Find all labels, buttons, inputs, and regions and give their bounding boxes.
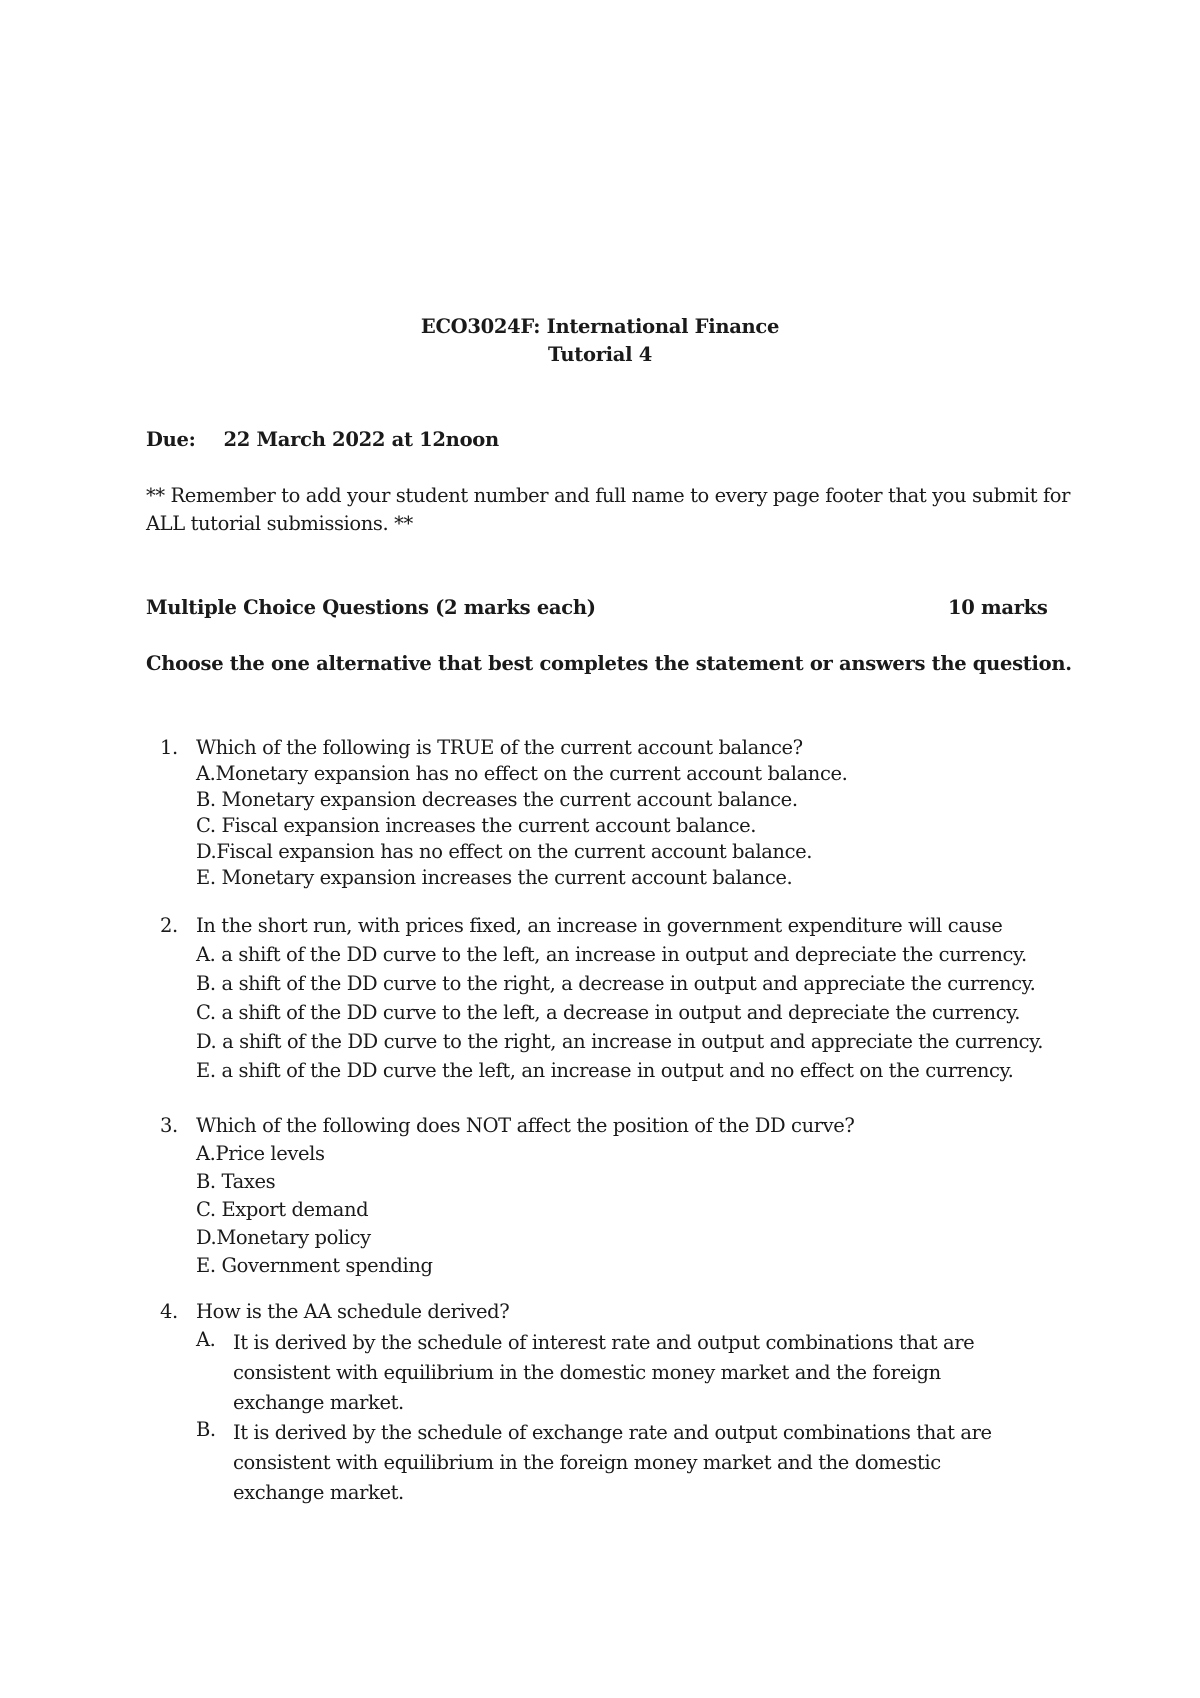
option-text: Government spending — [221, 1254, 433, 1277]
question-text: In the short run, with prices fixed, an increase in government expenditure will cause — [196, 914, 1003, 937]
due-date: 22 March 2022 at 12noon — [223, 428, 499, 451]
due-line — [146, 428, 499, 451]
option-letter: A. — [196, 943, 216, 966]
option-text: Monetary policy — [216, 1226, 371, 1249]
option-letter: D. — [196, 1226, 217, 1249]
option-d — [196, 1030, 1043, 1053]
option-c — [196, 1001, 1020, 1024]
option-letter: B. — [196, 1418, 216, 1441]
option-letter: A. — [196, 1142, 216, 1165]
option-letter: D. — [196, 840, 217, 863]
option-text: Fiscal expansion has no effect on the current account balance. — [216, 840, 813, 863]
question-text: Which of the following does NOT affect the position of the DD curve? — [196, 1114, 855, 1137]
option-letter: B. — [196, 1170, 216, 1193]
option-text: Price levels — [215, 1142, 325, 1165]
option-text: Export demand — [221, 1198, 369, 1221]
option-c — [196, 1198, 368, 1221]
option-text: Monetary expansion increases the current account balance. — [221, 866, 793, 889]
option-letter: C. — [196, 814, 216, 837]
option-a — [196, 943, 1027, 966]
option-letter: B. — [196, 788, 216, 811]
question-text: Which of the following is TRUE of the current account balance? — [196, 736, 803, 759]
option-d — [196, 1226, 371, 1249]
section-marks: 10 marks — [948, 596, 1048, 619]
option-text: a shift of the DD curve to the right, an increase in output and appreciate the currency. — [222, 1030, 1044, 1053]
due-label: Due: — [146, 428, 196, 451]
option-text: a shift of the DD curve to the left, an increase in output and depreciate the currency. — [221, 943, 1027, 966]
question-number: 1. — [160, 736, 178, 759]
question-text: How is the AA schedule derived? — [196, 1300, 510, 1323]
option-text: a shift of the DD curve to the right, a decrease in output and appreciate the currency. — [221, 972, 1036, 995]
option-e — [196, 866, 792, 889]
option-letter: A. — [196, 762, 216, 785]
option-b — [196, 972, 1035, 995]
document-title: ECO3024F: International Finance — [420, 315, 780, 338]
option-text: a shift of the DD curve the left, an increase in output and no effect on the currency. — [221, 1059, 1014, 1082]
question-number: 3. — [160, 1114, 178, 1137]
option-a — [196, 762, 847, 785]
option-text: It is derived by the schedule of interest rate and output combinations that are consistent with equilibrium in the domestic money market and the foreign exchange market. — [233, 1331, 975, 1414]
option-d — [196, 840, 812, 863]
option-e — [196, 1254, 433, 1277]
option-letter: E. — [196, 866, 216, 889]
option-e — [196, 1059, 1013, 1082]
question-number: 2. — [160, 914, 178, 937]
option-letter: C. — [196, 1198, 216, 1221]
option-text: Taxes — [221, 1170, 276, 1193]
question-number: 4. — [160, 1300, 178, 1323]
option-b — [196, 788, 798, 811]
option-text: Fiscal expansion increases the current account balance. — [221, 814, 757, 837]
option-b — [196, 1170, 275, 1193]
document-subtitle: Tutorial 4 — [548, 343, 652, 366]
section-instruction: Choose the one alternative that best completes the statement or answers the question. — [146, 652, 1072, 675]
option-letter: A. — [196, 1328, 216, 1351]
option-letter: E. — [196, 1059, 216, 1082]
option-text: It is derived by the schedule of exchange rate and output combinations that are consistent with equilibrium in the foreign money market and the domestic exchange market. — [233, 1421, 992, 1504]
option-text: Monetary expansion has no effect on the current account balance. — [215, 762, 848, 785]
option-c — [196, 814, 756, 837]
submission-reminder: ** Remember to add your student number and full name to every page footer that you submit for ALL tutorial submissions. ** — [146, 484, 1071, 535]
option-text: a shift of the DD curve to the left, a decrease in output and depreciate the currency. — [221, 1001, 1021, 1024]
option-letter: C. — [196, 1001, 216, 1024]
section-heading — [146, 596, 1046, 619]
option-a — [196, 1142, 325, 1165]
option-letter: D. — [196, 1030, 217, 1053]
option-letter: B. — [196, 972, 216, 995]
section-title: Multiple Choice Questions (2 marks each) — [146, 596, 596, 619]
option-text: Monetary expansion decreases the current account balance. — [221, 788, 798, 811]
option-letter: E. — [196, 1254, 216, 1277]
